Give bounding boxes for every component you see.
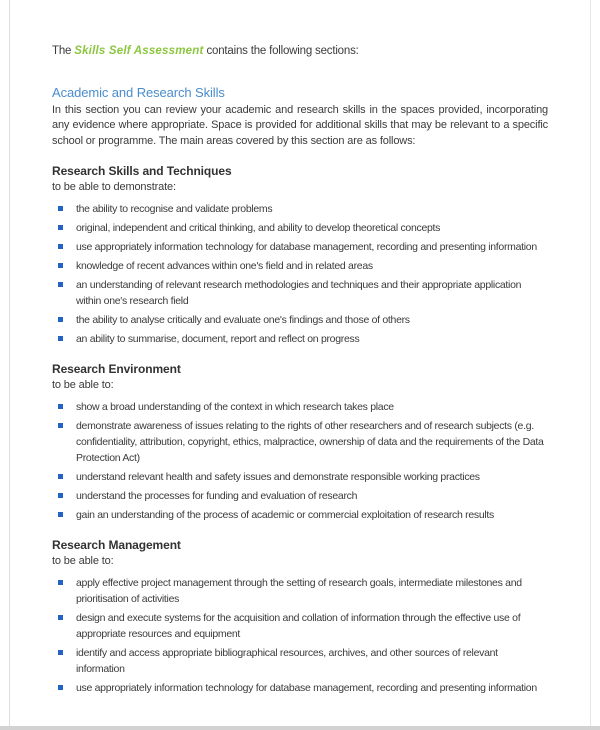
section-heading: Academic and Research Skills: [52, 85, 225, 100]
bullet-square-icon: [58, 493, 63, 498]
bullet-square-icon: [58, 404, 63, 409]
subsection-title: Research Environment: [52, 361, 181, 376]
intro-suffix: contains the following sections:: [203, 45, 359, 57]
list-item: [58, 331, 548, 347]
list-item: [58, 507, 548, 523]
bullet-square-icon: [58, 580, 63, 585]
list-item-text: knowledge of recent advances within one's field and in related areas: [76, 259, 373, 272]
list-item-text: use appropriately information technology for database management, recording and presenting information: [76, 240, 537, 253]
list-item-text: show a broad understanding of the context in which research takes place: [76, 400, 394, 413]
bullet-square-icon: [58, 244, 63, 249]
list-item: [58, 645, 548, 677]
bullet-square-icon: [58, 615, 63, 620]
list-item-text: an ability to summarise, document, report and reflect on progress: [76, 332, 360, 345]
list-item-text: understand the processes for funding and evaluation of research: [76, 489, 358, 502]
subsection: [52, 538, 548, 696]
list-item-text: use appropriately information technology for database management, recording and presenting information: [76, 681, 537, 694]
section-intro-paragraph: In this section you can review your academic and research skills in the spaces provided, incorporating any evidence where appropriate. Space is provided for additional skills that may be relevant to a specific school or programme. The main areas covered by this section are as follows:: [52, 104, 548, 147]
intro-prefix: The: [52, 45, 75, 57]
bullet-list: [52, 201, 548, 347]
list-item-text: gain an understanding of the process of academic or commercial exploitation of research results: [76, 508, 494, 521]
list-item: [58, 575, 548, 607]
bullet-square-icon: [58, 336, 63, 341]
bullet-square-icon: [58, 225, 63, 230]
list-item-text: the ability to analyse critically and evaluate one's findings and those of others: [76, 313, 410, 326]
intro-line: [52, 44, 548, 59]
list-item: [58, 399, 548, 415]
list-item: [58, 680, 548, 696]
subsection-lead: to be able to:: [52, 378, 114, 391]
list-item-text: design and execute systems for the acquisition and collation of information through the effective use of appropriate resources and equipment: [76, 611, 521, 640]
bullet-list: [52, 399, 548, 523]
intro-highlight: Skills Self Assessment: [74, 45, 204, 57]
list-item-text: an understanding of relevant research methodologies and techniques and their appropriate application within one's research field: [76, 278, 522, 307]
list-item-text: original, independent and critical thinking, and ability to develop theoretical concepts: [76, 221, 441, 234]
list-item-text: identify and access appropriate bibliographical resources, archives, and other sources of relevant information: [76, 646, 498, 675]
bullet-square-icon: [58, 423, 63, 428]
subsection: [52, 362, 548, 523]
list-item-text: the ability to recognise and validate problems: [76, 202, 273, 215]
subsection-title: Research Management: [52, 537, 181, 552]
subsection-lead: to be able to:: [52, 554, 114, 567]
list-item-text: understand relevant health and safety issues and demonstrate responsible working practices: [76, 470, 480, 483]
bullet-square-icon: [58, 512, 63, 517]
list-item: [58, 469, 548, 485]
bullet-square-icon: [58, 282, 63, 287]
subsection-title: Research Skills and Techniques: [52, 163, 232, 178]
list-item: [58, 220, 548, 236]
bullet-square-icon: [58, 685, 63, 690]
bullet-square-icon: [58, 317, 63, 322]
subsection: [52, 164, 548, 347]
list-item: [58, 488, 548, 504]
bullet-list: [52, 575, 548, 696]
list-item-text: demonstrate awareness of issues relating to the rights of other researchers and of research subjects (e.g. confidentiality, attribution, copyright, ethics, malpractice, ownership of data and the requirements of the Data Protection Act): [76, 419, 544, 464]
list-item: [58, 610, 548, 642]
page-content-area: [9, 0, 591, 726]
list-item: [58, 201, 548, 217]
subsections-container: [52, 164, 548, 696]
bullet-square-icon: [58, 474, 63, 479]
bullet-square-icon: [58, 263, 63, 268]
page-bottom-edge: [0, 726, 600, 730]
list-item: [58, 239, 548, 255]
list-item: [58, 258, 548, 274]
list-item: [58, 277, 548, 309]
list-item-text: apply effective project management through the setting of research goals, intermediate milestones and prioritisation of activities: [76, 576, 522, 605]
bullet-square-icon: [58, 650, 63, 655]
list-item: [58, 312, 548, 328]
subsection-lead: to be able to demonstrate:: [52, 180, 176, 193]
bullet-square-icon: [58, 206, 63, 211]
list-item: [58, 418, 548, 466]
